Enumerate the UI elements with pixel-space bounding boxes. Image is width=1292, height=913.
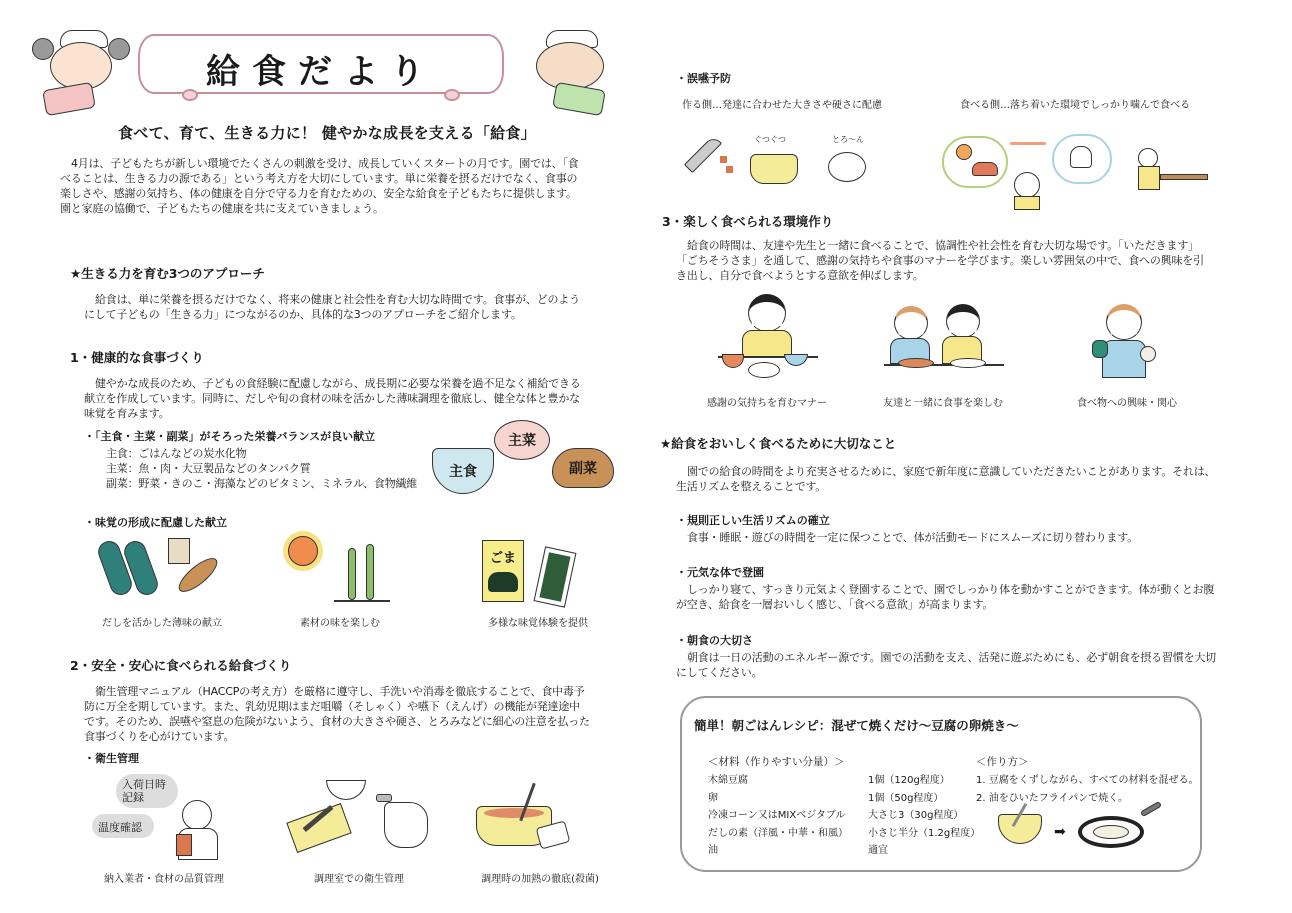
section2-paragraph: 衛生管理マニュアル（HACCPの考え方）を厳格に遵守し、手洗いや消毒を徹底することで、食中毒予防に万全を期しています。また、乳幼児期はまだ咀嚼（そしゃく）や嚥下（えんげ）の機能が発達途中です。そのため、誤嚥や窒息の危険がないよう、食材の大きさや硬さ、とろみなどに細心の注意を払った食事づくりを心がけています。: [84, 685, 590, 743]
fukusai-mushroom-icon: 副菜: [552, 448, 614, 488]
breakfast-title: ・朝食の大切さ: [676, 634, 753, 647]
shusai-pig-icon: 主菜: [494, 420, 550, 460]
step-item: 1. 豆腐をくずしながら、すべての材料を混ぜる。: [976, 775, 1199, 786]
section1-heading: 1・健康的な食事づくり: [70, 350, 204, 365]
recipe-title: 簡単！朝ごはんレシピ：混ぜて焼くだけ〜豆腐の卵焼き〜: [694, 718, 1019, 733]
frying-pan-icon: [1078, 816, 1144, 848]
curious-child-illustration: [1086, 300, 1166, 380]
rhythm-title: ・規則正しい生活リズムの確立: [676, 514, 830, 527]
taste-caption-ingredients: 素材の味を楽しむ: [300, 618, 380, 629]
hygiene-caption-supplier: 納入業者・食材の品質管理: [104, 874, 224, 885]
inspector-with-speech-bubbles-icon: 入荷日時記録 温度確認: [92, 772, 232, 862]
approach-paragraph: 給食は、単に栄養を摂るだけでなく、将来の健康と社会性を育む大切な時間です。食事が、どのようにして子どもの「生きる力」につながるのか、具体的な3つのアプローチをご紹介します。: [84, 293, 580, 321]
boy-chef-illustration: [526, 28, 626, 108]
section3-caption-interest: 食べ物への興味・関心: [1077, 398, 1177, 409]
energetic-title: ・元気な体で登園: [676, 566, 764, 579]
focused-eating-illustration: [942, 126, 1212, 210]
breakfast-text: 朝食は一日の活動のエネルギー源です。園での活動を支え、活発に遊ぶためにも、必ず朝食を摂る習慣を大切にしてください。: [676, 651, 1216, 679]
steps-list: [976, 772, 1199, 807]
newsletter-banner: [138, 34, 504, 94]
balance-heading: ・「主食・主菜・副菜」がそろった栄養バランスが良い献立: [84, 430, 376, 443]
taste-caption-dashi: だしを活かした薄味の献立: [102, 618, 222, 629]
hygiene-heading: ・衛生管理: [84, 752, 139, 765]
ingredient-row: 木綿豆腐 1個（120g程度）: [708, 775, 950, 786]
recipe-box: [680, 696, 1202, 872]
step-item: 2. 油をひいたフライパンで焼く。: [976, 792, 1129, 804]
balance-item-shusai: 主菜：魚・肉・大豆製品などのタンパク質: [106, 462, 311, 475]
arrow-right-icon: ➡: [1054, 824, 1066, 840]
section1-paragraph: 健やかな成長のため、子どもの食経験に配慮しながら、成長期に必要な栄養を過不足なく補給できる献立を作成しています。同時に、だしや旬の食材の味を活かした薄味調理を徹底し、健全な体と豊かな味覚を育みます。: [84, 377, 581, 420]
important-paragraph: 園での給食の時間をより充実させるために、家庭で新年度に意識していただきたいことがあります。それは、生活リズムを整えることです。: [676, 465, 1216, 493]
energetic-text: しっかり寝て、すっきり元気よく登園することで、園でしっかり体を動かすことができます。体が動くとお腹が空き、給食を一層おいしく感じ、「食べる意欲」が高まります。: [676, 583, 1215, 611]
sesame-nori-icon: ごま: [478, 536, 588, 612]
taste-heading: ・味覚の形成に配慮した献立: [84, 516, 227, 529]
choking-eater-text: 食べる側…落ち着いた環境でしっかり噛んで食べる: [960, 100, 1190, 111]
kelp-bonito-icon: [104, 536, 224, 606]
sun-asparagus-icon: [282, 530, 392, 610]
grateful-child-illustration: [718, 292, 828, 382]
ingredient-row: 油 適宜: [708, 845, 888, 856]
rhythm-text: 食事・睡眠・遊びの時間を一定に保つことで、体が活動モードにスムーズに切り替わります。: [687, 531, 1138, 544]
headline: 食べて、育て、生きる力に！ 健やかな成長を支える「給食」: [118, 124, 537, 142]
section2-heading: 2・安全・安心に食べられる給食づくり: [70, 658, 292, 673]
choking-heading: ・誤嚥予防: [676, 72, 731, 85]
ingredients-list: [708, 772, 1008, 860]
cutting-board-handwash-icon: [286, 772, 436, 862]
shushoku-bowl-icon: 主食: [432, 448, 494, 494]
balance-item-shushoku: 主食：ごはんなどの炭水化物: [106, 447, 247, 460]
important-heading: ★給食をおいしく食べるために大切なこと: [660, 436, 897, 451]
girl-chef-illustration: [22, 28, 122, 108]
intro-paragraph: 4月は、子どもたちが新しい環境でたくさんの刺激を受け、成長していくスタートの月です。園では、「食べることは、生きる力の源である」という考え方を大切にしています。単に栄養を摂るだけでなく、食事の楽しさや、感謝の気持ち、体の健康を自分で守る力を育むための、安全な給食を子どもたちに提供します。園と家庭の協働で、子どもたちの健康を共に支えていきましょう。: [60, 157, 579, 215]
ingredient-row: 卵 1個（50g程度）: [708, 792, 944, 804]
section3-heading: 3・楽しく食べられる環境作り: [662, 214, 834, 229]
section3-paragraph: 給食の時間は、友達や先生と一緒に食べることで、協調性や社会性を育む大切な場です。「いただきます」「ごちそうさま」を通して、感謝の気持ちや食事のマナーを学びます。楽しい雰囲気の中で、食への興味を引き出し、自分で食べようとする意欲を伸ばします。: [676, 239, 1204, 282]
section3-caption-manners: 感謝の気持ちを育むマナー: [707, 398, 827, 409]
knife-pot-food-icon: ぐつぐつ とろ〜ん: [682, 130, 872, 190]
cooking-pot-thermometer-icon: [470, 778, 600, 858]
steps-heading: ＜作り方＞: [976, 756, 1029, 768]
hygiene-caption-heating: 調理時の加熱の徹底(殺菌): [481, 874, 599, 885]
section3-caption-friends: 友達と一緒に食事を楽しむ: [883, 398, 1003, 409]
hygiene-caption-kitchen: 調理室での衛生管理: [314, 874, 404, 885]
choking-maker-text: 作る側…発達に合わせた大きさや硬さに配慮: [682, 100, 882, 111]
ingredient-row: だしの素（洋風・中華・和風） 小さじ半分（1.2g程度）: [708, 827, 981, 839]
newsletter-title: 給食だより: [206, 52, 436, 92]
ingredient-row: 冷凍コーン又はMIXベジタブル 大さじ3（30g程度）: [708, 810, 964, 821]
ingredients-heading: ＜材料（作りやすい分量）＞: [708, 756, 845, 768]
friends-eating-illustration: [884, 300, 1004, 380]
taste-caption-variety: 多様な味覚体験を提供: [488, 618, 588, 629]
balance-item-fukusai: 副菜：野菜・きのこ・海藻などのビタミン、ミネラル、食物繊維: [106, 477, 418, 490]
approach-heading: ★生きる力を育む3つのアプローチ: [70, 266, 265, 281]
